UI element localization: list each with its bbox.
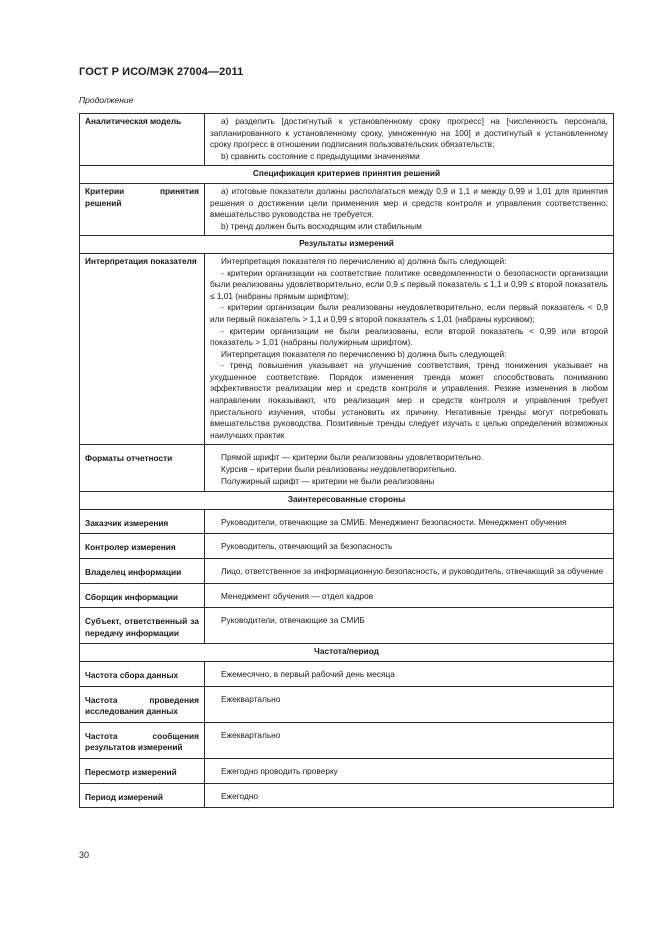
row-label: Частота проведения исследования данных	[80, 686, 205, 722]
table-row	[80, 722, 614, 758]
row-value	[205, 783, 614, 808]
row-label: Интерпретация показателя	[80, 253, 205, 445]
measure-review-value: Ежегодно проводить проверку	[221, 765, 338, 776]
interpretation-line: Интерпретация показателя по перечислению b) должна быть следующей:	[221, 348, 507, 359]
row-value	[205, 583, 614, 608]
row-value	[205, 686, 614, 722]
decision-criteria-item-b: b) тренд должен быть восходящим или стабильным	[221, 220, 422, 231]
table-section-row	[80, 492, 614, 510]
section-heading-frequency: Частота/период	[80, 644, 614, 662]
info-owner-value: Лицо, ответственное за информационную безопасность, и руководитель, отвечающий за обучение	[221, 566, 604, 576]
row-label: Контролер измерения	[80, 534, 205, 559]
report-format-line: Курсив – критерии были реализованы неудовлетворительно.	[221, 464, 457, 475]
measure-period-value: Ежегодно	[221, 790, 259, 801]
interpretation-line: - критерии организации на соответствие политике осведомленности о безопасности организации были реализованы удовлетворительно, если 0,9 ≤ первый показатель ≤ 1,1 и 0,99 ≤ второй показатель ≤ 1,01 (набраны прямым шрифтом);	[210, 267, 608, 301]
collection-freq-value: Ежемесячно, в первый рабочий день месяца	[221, 668, 395, 679]
interpretation-cell	[205, 253, 614, 445]
row-value	[205, 534, 614, 559]
measure-controller-value: Руководитель, отвечающий за безопасность	[221, 541, 393, 552]
section-heading-results: Результаты измерений	[80, 236, 614, 254]
row-label: Пересмотр измерений	[80, 758, 205, 783]
row-label: Владелец информации	[80, 559, 205, 584]
document-title: ГОСТ Р ИСО/МЭК 27004—2011	[79, 66, 244, 78]
table-section-row	[80, 644, 614, 662]
interpretation-line: - тренд повышения указывает на улучшение соответствия, тренд понижения указывает на ухудшенное соответствие. Порядок изменения тренда может способствовать пониманию эффективности реализации мер и средств контроля и управления. Резкие изменения в любом направлении показывают, что реализация мер и средств контроля и управления требует пристального изучения, чтобы установить их причину. Негативные тренды могут потребовать вмешательства руководства. Позитивные тренды следует изучать с целью определения возможных наилучших практик	[210, 360, 608, 440]
info-collector-value: Менеджмент обучения — отдел кадров	[221, 590, 374, 601]
row-label: Частота сбора данных	[80, 661, 205, 686]
measure-client-value: Руководители, отвечающие за СМИБ. Менеджмент безопасности. Менеджмент обучения	[221, 516, 567, 527]
table-row	[80, 608, 614, 644]
row-value	[205, 559, 614, 584]
table-row	[80, 559, 614, 584]
row-value	[205, 722, 614, 758]
row-label: Сборщик информации	[80, 583, 205, 608]
table-row	[80, 509, 614, 534]
section-heading-decision: Спецификация критериев принятия решений	[80, 166, 614, 184]
table-row	[80, 534, 614, 559]
table-row	[80, 758, 614, 783]
table-row	[80, 661, 614, 686]
table-row	[80, 686, 614, 722]
decision-criteria-cell	[205, 183, 614, 235]
row-label: Аналитическая модель	[80, 114, 205, 166]
analytic-model-item-a: а) разделить [достигнутый к установленному сроку прогресс] на [численность персонала, запланированного к установленному сроку, умноженную на 100] и достигнутый к установленному сроку прогресс в отношении подписания пользовательских обязательств;	[210, 116, 608, 150]
row-label: Форматы отчетности	[80, 445, 205, 492]
page-number: 30	[79, 850, 90, 860]
reporting-freq-value: Ежеквартально	[221, 729, 281, 740]
report-format-line: Полужирный шрифт — критерии не были реализованы	[221, 475, 435, 486]
row-value	[205, 661, 614, 686]
table-row	[80, 114, 614, 166]
info-subject-value: Руководители, отвечающие за СМИБ	[221, 615, 365, 626]
analytic-model-cell	[205, 114, 614, 166]
interpretation-line: - критерии организации были реализованы неудовлетворительно, если первый показатель < 0,9 или первый показатель > 1,1 и 0,99 ≤ второй показатель ≤ 1,01 (набраны курсивом);	[210, 302, 608, 324]
table-section-row	[80, 236, 614, 254]
report-format-line: Прямой шрифт — критерии были реализованы удовлетворительно.	[221, 452, 484, 463]
row-label: Заказчик измерения	[80, 509, 205, 534]
section-heading-stakeholders: Заинтересованные стороны	[80, 492, 614, 510]
measure-spec-table	[79, 113, 614, 808]
analytic-model-item-b: b) сравнить состояние с предыдущими значениями	[221, 150, 420, 161]
table-row	[80, 445, 614, 492]
row-value	[205, 509, 614, 534]
table-row	[80, 783, 614, 808]
table-row	[80, 253, 614, 445]
row-label: Частота сообщения результатов измерений	[80, 722, 205, 758]
row-label: Критерии принятия решений	[80, 183, 205, 235]
interpretation-line: Интерпретация показателя по перечислению а) должна быть следующей:	[221, 255, 507, 266]
table-row	[80, 183, 614, 235]
analysis-freq-value: Ежеквартально	[221, 693, 281, 704]
row-value	[205, 758, 614, 783]
row-label: Субъект, ответственный за передачу информации	[80, 608, 205, 644]
report-formats-cell	[205, 445, 614, 492]
row-value	[205, 608, 614, 644]
continuation-label: Продолжение	[79, 95, 134, 105]
interpretation-line: - критерии организации не были реализованы, если второй показатель < 0,99 или второй показатель > 1,01 (набраны полужирным шрифтом).	[210, 325, 608, 348]
table-row	[80, 583, 614, 608]
row-label: Период измерений	[80, 783, 205, 808]
table-section-row	[80, 166, 614, 184]
decision-criteria-item-a: а) итоговые показатели должны располагаться между 0,9 и 1,1 и между 0,99 и 1,01 для принятия решения о достижении цели применения мер и средств контроля и управления соответственно; вмешательство руководства не требуется.	[210, 185, 608, 220]
